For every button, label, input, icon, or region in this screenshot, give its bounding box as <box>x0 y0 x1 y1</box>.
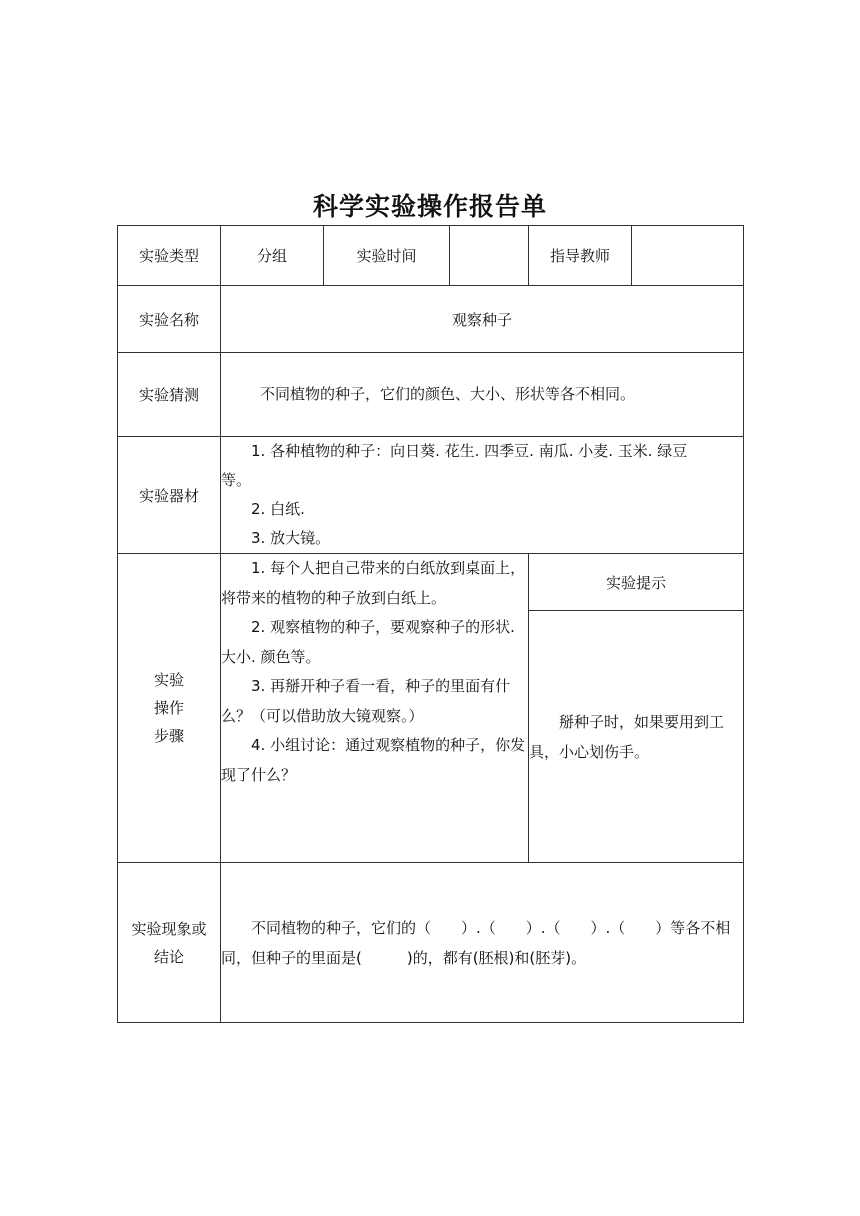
experiment-type-value: 分组 <box>221 226 324 286</box>
materials-label: 实验器材 <box>118 437 221 554</box>
step-item-3: 3. 再掰开种子看一看，种子的里面有什么？（可以借助放大镜观察。） <box>221 677 511 725</box>
steps-row <box>118 554 744 611</box>
materials-item-3: 3. 放大镜。 <box>251 529 331 547</box>
steps-label-line-1: 实验 <box>153 671 184 689</box>
experiment-time-value <box>450 226 529 286</box>
materials-item-1: 1. 各种植物的种子：向日葵. 花生. 四季豆. 南瓜. 小麦. 玉米. 绿豆 <box>251 442 688 460</box>
steps-label-line-3: 步骤 <box>153 727 184 745</box>
teacher-value <box>632 226 744 286</box>
experiment-guess-label: 实验猜测 <box>118 353 221 437</box>
experiment-name-value: 观察种子 <box>221 286 744 353</box>
conclusion-label-line-1: 实验现象或 <box>131 919 207 938</box>
materials-list <box>221 437 744 554</box>
step-item-2: 2. 观察植物的种子，要观察种子的形状. 大小. 颜色等。 <box>221 618 515 666</box>
step-item-1: 1. 每个人把自己带来的白纸放到桌面上，将带来的植物的种子放到白纸上。 <box>221 559 526 607</box>
teacher-label: 指导教师 <box>529 226 632 286</box>
step-item-4: 4. 小组讨论：通过观察植物的种子，你发现了什么？ <box>221 736 526 784</box>
materials-row <box>118 437 744 554</box>
report-table <box>117 225 744 1023</box>
experiment-name-label: 实验名称 <box>118 286 221 353</box>
conclusion-label-line-2: 结论 <box>153 947 184 966</box>
materials-item-1-cont: 等。 <box>221 471 252 489</box>
steps-label <box>118 554 221 863</box>
page-title: 科学实验操作报告单 <box>312 192 547 221</box>
experiment-guess-value: 不同植物的种子，它们的颜色、大小、形状等各不相同。 <box>221 353 744 437</box>
tips-text: 掰种子时，如果要用到工具，小心划伤手。 <box>529 611 744 863</box>
name-row <box>118 286 744 353</box>
materials-item-2: 2. 白纸. <box>251 500 305 518</box>
experiment-type-label: 实验类型 <box>118 226 221 286</box>
steps-content <box>221 554 529 863</box>
experiment-time-label: 实验时间 <box>324 226 450 286</box>
guess-row <box>118 353 744 437</box>
steps-label-line-2: 操作 <box>153 699 184 717</box>
conclusion-text: 不同植物的种子，它们的（ ）.（ ）.（ ）.（ ）等各不相同，但种子的里面是( )的，都有(胚根)和(胚芽)。 <box>221 863 744 1023</box>
info-row <box>118 226 744 286</box>
tips-title: 实验提示 <box>529 554 744 611</box>
conclusion-row <box>118 863 744 1023</box>
conclusion-label <box>118 863 221 1023</box>
